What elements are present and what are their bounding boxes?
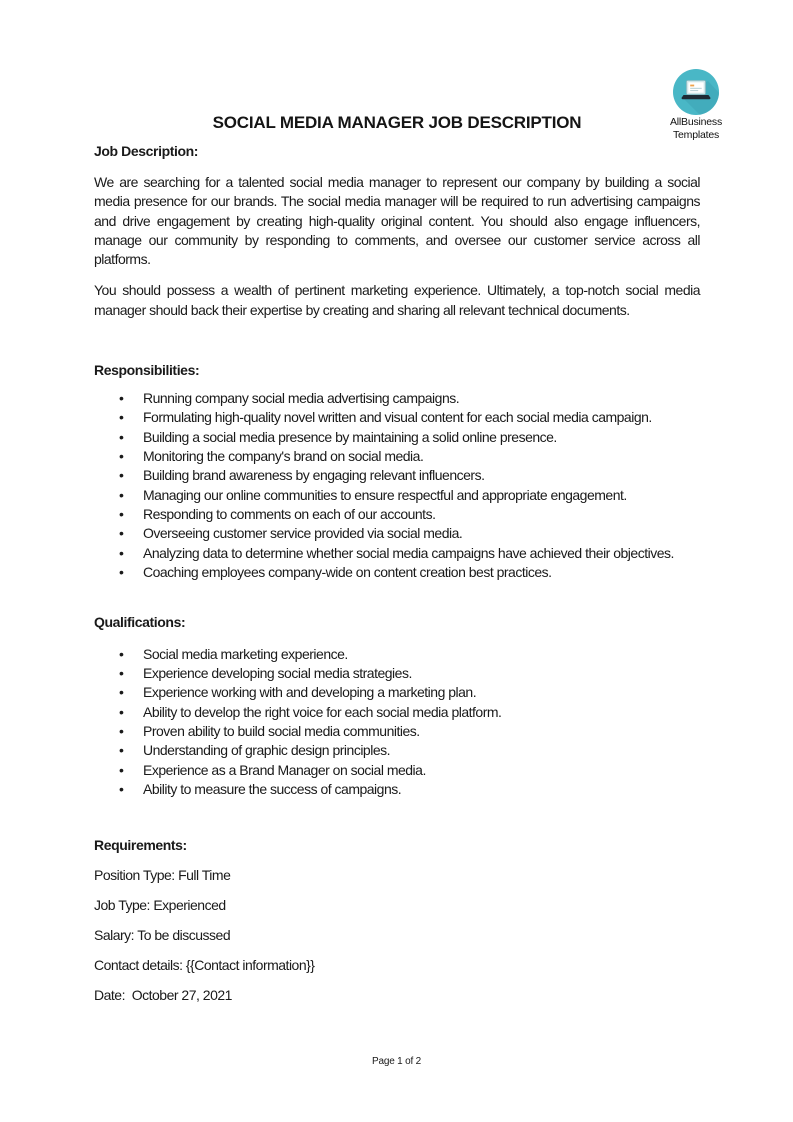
requirement-salary: Salary: To be discussed bbox=[94, 927, 231, 944]
list-item: • Formulating high-quality novel written and visual content for each social media campaign. bbox=[94, 408, 700, 427]
list-item: • Running company social media advertising campaigns. bbox=[94, 389, 700, 408]
qualifications-heading: Qualifications: bbox=[94, 613, 186, 630]
list-item: • Building a social media presence by maintaining a solid online presence. bbox=[94, 428, 700, 447]
list-item: • Managing our online communities to ensure respectful and appropriate engagement. bbox=[94, 486, 700, 505]
requirement-date: Date: October 27, 2021 bbox=[94, 987, 232, 1004]
job-description-paragraph: You should possess a wealth of pertinent marketing experience. Ultimately, a top-notch social media manager should back their expertise by creating and sharing all relevant technical documents. bbox=[94, 282, 700, 318]
list-item: • Experience working with and developing a marketing plan. bbox=[94, 683, 700, 702]
list-item: • Building brand awareness by engaging relevant influencers. bbox=[94, 466, 700, 485]
requirement-job-type: Job Type: Experienced bbox=[94, 897, 226, 914]
page-number-footer: Page 1 of 2 bbox=[372, 1056, 421, 1067]
list-item: • Experience as a Brand Manager on social media. bbox=[94, 761, 700, 780]
list-item: • Analyzing data to determine whether social media campaigns have achieved their objectives. bbox=[94, 544, 700, 563]
requirement-contact-details: Contact details: {{Contact information}} bbox=[94, 957, 315, 974]
list-item: • Proven ability to build social media communities. bbox=[94, 722, 700, 741]
responsibilities-list bbox=[94, 389, 700, 582]
requirement-position-type: Position Type: Full Time bbox=[94, 867, 231, 884]
list-item: • Monitoring the company's brand on social media. bbox=[94, 447, 700, 466]
logo-text-line1: AllBusiness bbox=[669, 116, 723, 128]
list-item: • Overseeing customer service provided via social media. bbox=[94, 524, 700, 543]
list-item: • Coaching employees company-wide on content creation best practices. bbox=[94, 563, 700, 582]
job-description-heading: Job Description: bbox=[94, 143, 199, 159]
qualifications-list bbox=[94, 645, 700, 800]
list-item: • Ability to develop the right voice for each social media platform. bbox=[94, 703, 700, 722]
list-item: • Ability to measure the success of campaigns. bbox=[94, 780, 700, 799]
requirements-heading: Requirements: bbox=[94, 837, 187, 854]
page-title: SOCIAL MEDIA MANAGER JOB DESCRIPTION bbox=[212, 113, 582, 132]
list-item: • Social media marketing experience. bbox=[94, 645, 700, 664]
list-item: • Understanding of graphic design principles. bbox=[94, 741, 700, 760]
logo-text-line2: Templates bbox=[672, 128, 720, 141]
document-body bbox=[94, 0, 700, 1005]
list-item: • Experience developing social media strategies. bbox=[94, 664, 700, 683]
job-description-paragraph: We are searching for a talented social media manager to represent our company by building a social media presence for our brands. The social media manager will be required to run advertising campaigns and drive engagement by creating high-quality original content. You should also engage influencers, manage our community by responding to comments, and oversee our customer service across all platforms. bbox=[94, 174, 700, 268]
responsibilities-heading: Responsibilities: bbox=[94, 362, 200, 379]
list-item: • Responding to comments on each of our accounts. bbox=[94, 505, 700, 524]
